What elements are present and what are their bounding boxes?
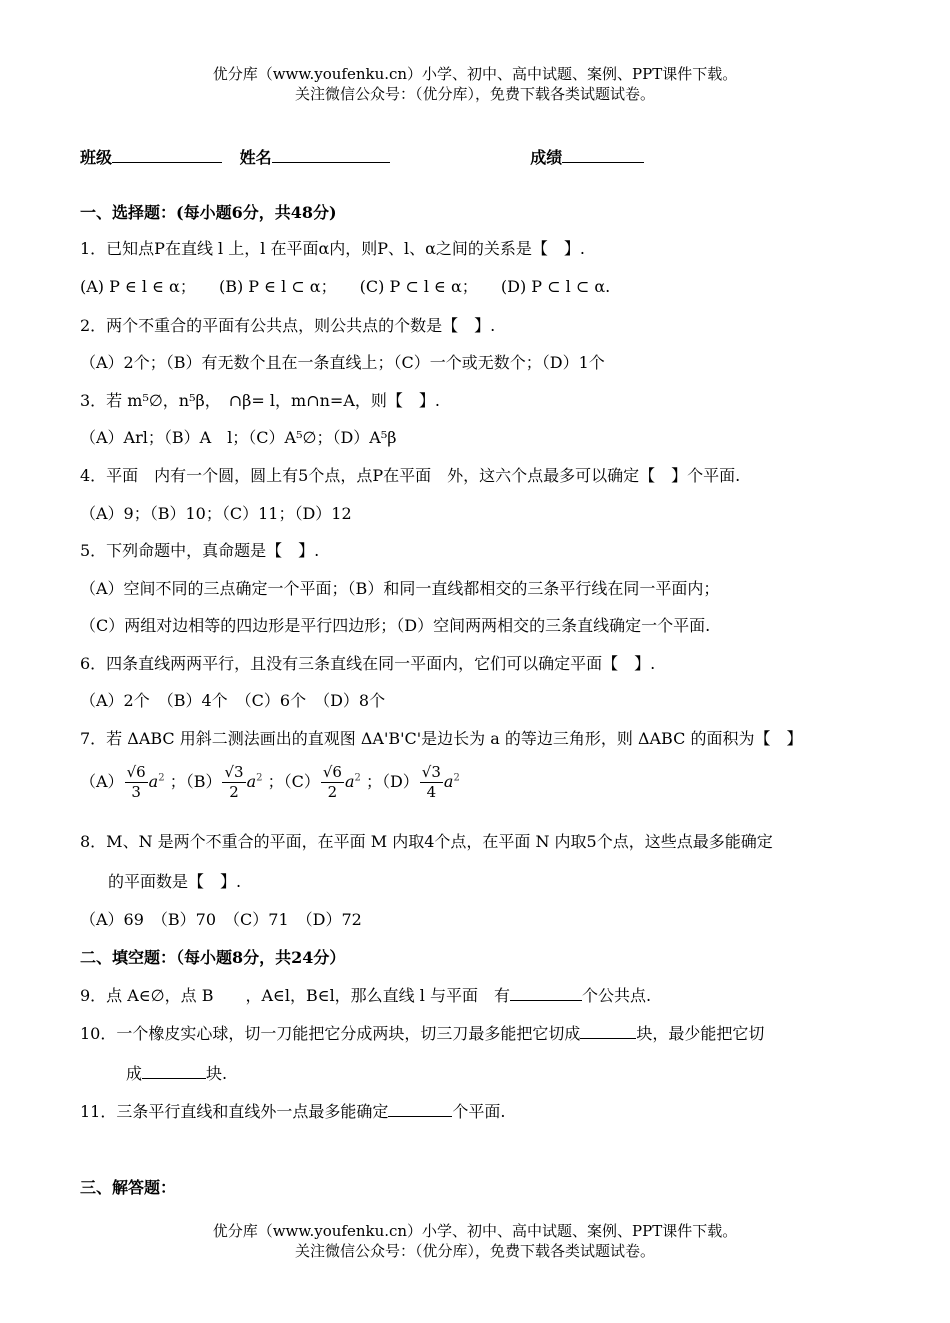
q2-choices: （A）2个；（B）有无数个且在一条直线上；（C）一个或无数个；（D）1个: [80, 353, 605, 372]
q7-text: 7．若 ΔABC 用斜二测法画出的直观图 ΔA'B'C'是边长为 a 的等边三角形，则 ΔABC 的面积为【 】: [80, 729, 803, 748]
q1-choice-a: (A) P ∈ l ∈ α；: [80, 277, 196, 296]
name-label: 姓名: [239, 148, 272, 167]
q2-text: 2．两个不重合的平面有公共点，则公共点的个数是【 】.: [80, 316, 496, 335]
score-label: 成绩: [530, 148, 563, 167]
q1-choice-b: (B) P ∈ l ⊂ α；: [218, 277, 337, 296]
q9: 9．点 A∈∅，点 B ，A∈l，B∈l，那么直线 l 与平面 有 个公共点.: [80, 986, 652, 1005]
q10-blank-2[interactable]: [142, 1062, 206, 1079]
class-label: 班级: [80, 148, 113, 167]
student-info: [80, 145, 880, 168]
q1-choice-c: (C) P ⊂ l ∈ α；: [359, 277, 478, 296]
footer-line-2: 关注微信公众号：（优分库），免费下载各类试题试卷。: [294, 1242, 655, 1260]
footer-line-1: 优分库（www.youfenku.cn）小学、初中、高中试题、案例、PPT课件下载。: [212, 1222, 738, 1240]
q4-text: 4．平面 内有一个圆，圆上有5个点，点P在平面 外，这六个点最多可以确定【 】个平面.: [80, 466, 741, 485]
q9-blank[interactable]: [510, 984, 582, 1001]
q6-text: 6．四条直线两两平行，且没有三条直线在同一平面内，它们可以确定平面【 】.: [80, 654, 656, 673]
q10-line-2: 成 块.: [126, 1064, 228, 1083]
section2-title: 二、填空题：（每小题8分，共24分）: [80, 948, 346, 967]
q10-blank-1[interactable]: [580, 1022, 636, 1039]
q3-choices: （A）Arl；（B）A l；（C）A⁵∅；（D）A⁵β: [80, 428, 397, 447]
q8-text-2: 的平面数是【 】.: [108, 872, 242, 891]
q1-choice-d: (D) P ⊂ l ⊂ α.: [500, 277, 611, 296]
q3-text: 3．若 m⁵∅，n⁵β， ∩β= l，m∩n=A，则【 】.: [80, 391, 440, 410]
q4-choices: （A）9；（B）10；（C）11；（D）12: [80, 504, 352, 523]
q7-choice-b: ；（B） $\frac{√3}{2}$ $a^2$: [169, 763, 263, 801]
q5-choices-2: （C）两组对边相等的四边形是平行四边形；（D）空间两两相交的三条直线确定一个平面.: [80, 616, 711, 635]
q5-text: 5．下列命题中，真命题是【 】.: [80, 541, 320, 560]
q8-choices: （A）69 （B）70 （C）71 （D）72: [80, 910, 362, 929]
q1-choices: [80, 274, 610, 297]
q11-blank[interactable]: [388, 1100, 452, 1117]
name-blank[interactable]: [272, 146, 390, 163]
q5-choices-1: （A）空间不同的三点确定一个平面；（B）和同一直线都相交的三条平行线在同一平面内；: [80, 579, 720, 598]
q10-line-1: 10．一个橡皮实心球，切一刀能把它分成两块，切三刀最多能把它切成 块，最少能把它切: [80, 1024, 765, 1043]
q1-text: 1．已知点P在直线 l 上，l 在平面α内，则P、l、α之间的关系是【 】.: [80, 239, 586, 258]
q7-choice-d: ；（D） $\frac{√3}{4}$ $a^2$: [365, 763, 460, 801]
section1-title: 一、选择题：(每小题6分，共48分): [80, 203, 337, 222]
header-line-1: 优分库（www.youfenku.cn）小学、初中、高中试题、案例、PPT课件下载。: [212, 65, 738, 83]
q6-choices: （A）2个 （B）4个 （C）6个 （D）8个: [80, 691, 386, 710]
class-blank[interactable]: [112, 146, 222, 163]
q11: 11．三条平行直线和直线外一点最多能确定 个平面.: [80, 1102, 506, 1121]
q7-choice-a: （A） $\frac{√6}{3}$ $a^2$: [80, 763, 165, 801]
section3-title: 三、解答题：: [80, 1178, 177, 1197]
q8-text-1: 8．M、N 是两个不重合的平面，在平面 M 内取4个点，在平面 N 内取5个点，这些点最多能确定: [80, 832, 773, 851]
q7-choices: [80, 763, 460, 802]
q7-choice-c: ；（C） $\frac{√6}{2}$ $a^2$: [267, 763, 361, 801]
score-blank[interactable]: [562, 146, 644, 163]
header-line-2: 关注微信公众号：（优分库），免费下载各类试题试卷。: [294, 85, 655, 103]
